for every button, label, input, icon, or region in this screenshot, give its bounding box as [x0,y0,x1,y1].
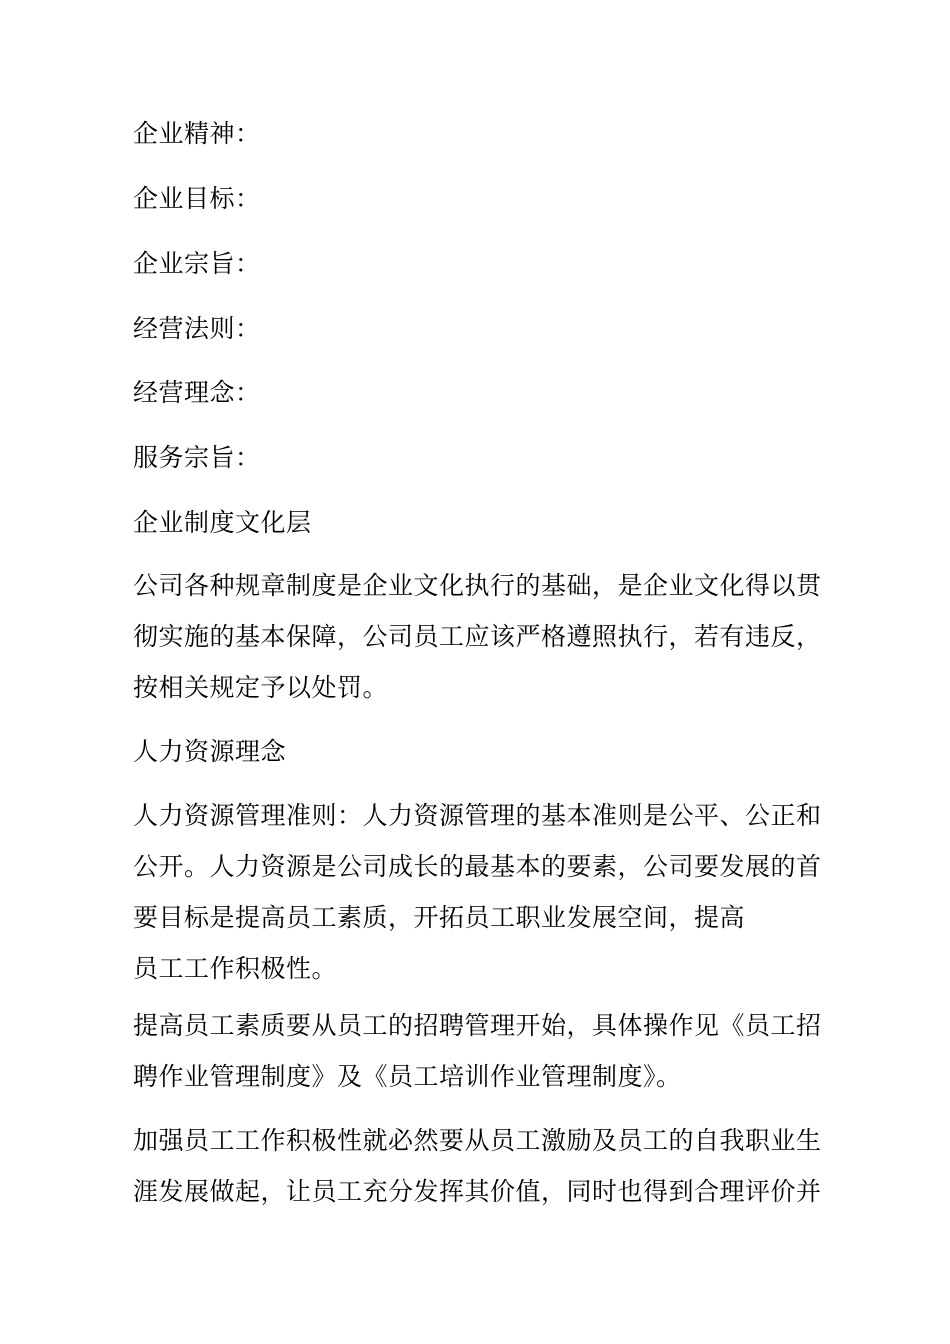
paragraph-line: 提高员工素质要从员工的招聘管理开始，具体操作见《员工招 [133,1011,822,1040]
enterprise-purpose-label: 企业宗旨： [133,249,261,278]
business-philosophy-label: 经营理念： [133,378,261,407]
paragraph-line: 员工工作积极性。 [133,954,338,983]
paragraph-line: 公开。人力资源是公司成长的最基本的要素，公司要发展的首 [133,852,822,881]
paragraph-line: 按相关规定予以处罚。 [133,673,389,702]
paragraph-line: 人力资源管理准则：人力资源管理的基本准则是公平、公正和 [133,801,822,830]
enterprise-spirit-label: 企业精神： [133,119,261,148]
paragraph-line: 要目标是提高员工素质，开拓员工职业发展空间，提高 [133,903,746,932]
paragraph-line: 涯发展做起，让员工充分发挥其价值，同时也得到合理评价并 [133,1177,822,1206]
enterprise-goal-label: 企业目标： [133,184,261,213]
paragraph-line: 加强员工工作积极性就必然要从员工激励及员工的自我职业生 [133,1126,822,1155]
paragraph-line: 彻实施的基本保障，公司员工应该严格遵照执行，若有违反， [133,622,822,651]
system-culture-heading: 企业制度文化层 [133,508,312,537]
hr-philosophy-heading: 人力资源理念 [133,737,287,766]
paragraph-line: 聘作业管理制度》及《员工培训作业管理制度》。 [133,1062,682,1091]
paragraph-line: 公司各种规章制度是企业文化执行的基础，是企业文化得以贯 [133,571,822,600]
business-rules-label: 经营法则： [133,314,261,343]
service-purpose-label: 服务宗旨： [133,443,261,472]
